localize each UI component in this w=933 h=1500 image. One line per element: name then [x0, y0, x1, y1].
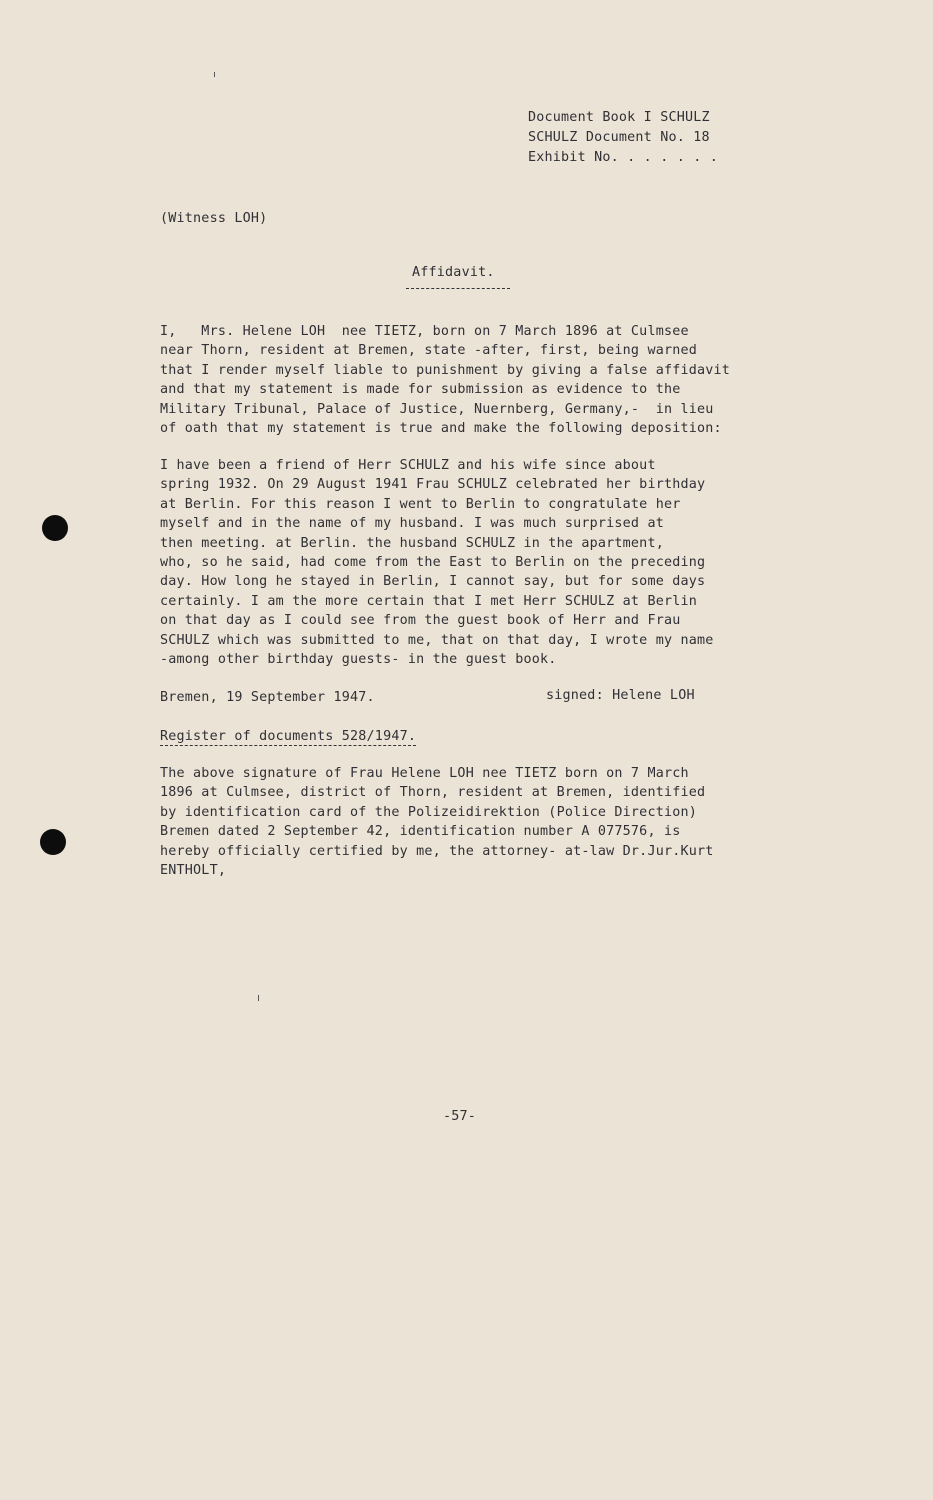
body-line: day. How long he stayed in Berlin, I cannot say, but for some days: [160, 574, 706, 590]
certification-paragraph: [160, 764, 714, 880]
certification-line: The above signature of Frau Helene LOH nee TIETZ born on 7 March: [160, 766, 689, 781]
document-title: Affidavit.: [412, 265, 495, 280]
body-line: myself and in the name of my husband. I was much surprised at: [160, 516, 664, 532]
signed-label: signed: Helene LOH: [546, 688, 695, 703]
punch-hole-bottom: [40, 829, 66, 855]
body-line: spring 1932. On 29 August 1941 Frau SCHULZ celebrated her birthday: [160, 477, 706, 493]
body-line: then meeting. at Berlin. the husband SCHULZ in the apartment,: [160, 535, 664, 551]
document-header: [528, 108, 718, 168]
body-line: I have been a friend of Herr SCHULZ and his wife since about: [160, 458, 656, 473]
intro-line: Military Tribunal, Palace of Justice, Nuernberg, Germany,- in lieu: [160, 401, 714, 417]
intro-line: I, Mrs. Helene LOH nee TIETZ, born on 7 March 1896 at Culmsee: [160, 324, 689, 339]
intro-line: of oath that my statement is true and make the following deposition:: [160, 421, 722, 437]
witness-label: (Witness LOH): [160, 211, 268, 226]
intro-line: that I render myself liable to punishment by giving a false affidavit: [160, 362, 731, 378]
intro-paragraph: [160, 322, 730, 438]
place-and-date: Bremen, 19 September 1947.: [160, 690, 375, 705]
header-line: Document Book I SCHULZ: [528, 110, 710, 125]
body-line: at Berlin. For this reason I went to Berlin to congratulate her: [160, 496, 681, 512]
register-heading: Register of documents 528/1947.: [160, 729, 417, 744]
page-number: -57-: [443, 1109, 477, 1124]
punch-hole-top: [42, 515, 68, 541]
header-line: SCHULZ Document No. 18: [528, 130, 710, 145]
body-line: -among other birthday guests- in the guest book.: [160, 652, 557, 668]
body-line: certainly. I am the more certain that I met Herr SCHULZ at Berlin: [160, 593, 698, 609]
body-line: on that day as I could see from the guest book of Herr and Frau: [160, 613, 681, 629]
stray-mark: [214, 72, 215, 77]
stray-mark: [258, 995, 259, 1001]
body-line: SCHULZ which was submitted to me, that on that day, I wrote my name: [160, 632, 714, 648]
intro-line: and that my statement is made for submission as evidence to the: [160, 382, 681, 398]
certification-line: Bremen dated 2 September 42, identification number A 077576, is: [160, 824, 681, 840]
intro-line: near Thorn, resident at Bremen, state -after, first, being warned: [160, 343, 698, 359]
certification-line: ENTHOLT,: [160, 863, 227, 879]
certification-line: hereby officially certified by me, the attorney- at-law Dr.Jur.Kurt: [160, 843, 714, 859]
title-underline: [406, 288, 510, 289]
certification-line: 1896 at Culmsee, district of Thorn, resident at Bremen, identified: [160, 785, 706, 801]
certification-line: by identification card of the Polizeidirektion (Police Direction): [160, 804, 698, 820]
body-paragraph: [160, 456, 714, 669]
header-line: Exhibit No. . . . . . .: [528, 150, 719, 165]
body-line: who, so he said, had come from the East to Berlin on the preceding: [160, 555, 706, 571]
